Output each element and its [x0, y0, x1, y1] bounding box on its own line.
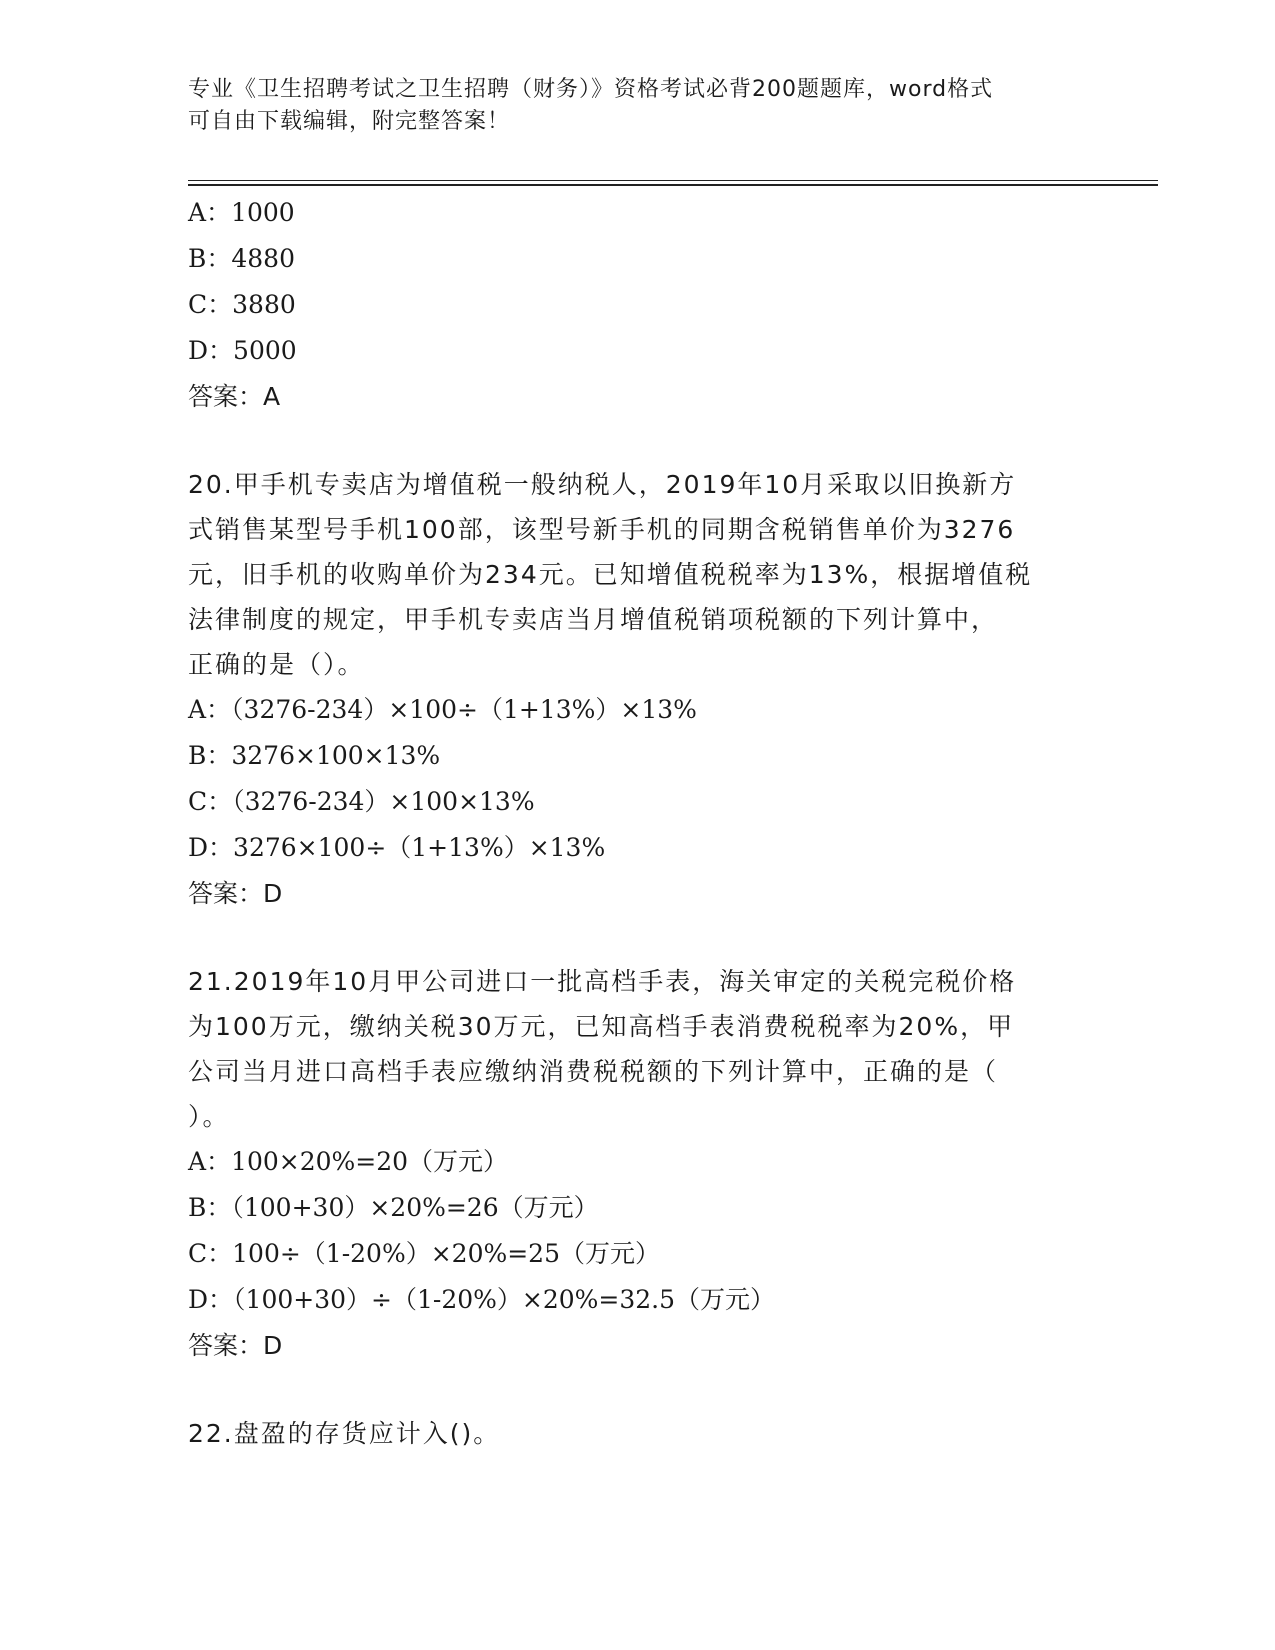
question-text-line: 21.2019年10月甲公司进口一批高档手表，海关审定的关税完税价格 — [188, 967, 1017, 996]
header-line-2: 可自由下载编辑，附完整答案！ — [188, 109, 511, 134]
question-21 — [188, 959, 1088, 1369]
question-text-line: 元，旧手机的收购单价为234元。已知增值税税率为13%，根据增值税 — [188, 560, 1033, 589]
option-b: B：3276×100×13% — [188, 741, 441, 770]
header-line-1: 专业《卫生招聘考试之卫生招聘（财务）》资格考试必背200题题库，word格式 — [188, 77, 994, 102]
option-a: A：1000 — [188, 198, 295, 227]
spacer — [188, 420, 1088, 462]
question-text-line: 正确的是（）。 — [188, 650, 365, 679]
option-c: C：100÷（1-20%）×20%=25（万元） — [188, 1239, 660, 1268]
header-divider-thick — [188, 184, 1158, 186]
spacer — [188, 1369, 1088, 1411]
question-text-line: ）。 — [188, 1102, 230, 1131]
option-b: B：4880 — [188, 244, 295, 273]
question-20 — [188, 462, 1088, 917]
question-22 — [188, 1411, 1088, 1456]
answer-line: 答案：D — [188, 1331, 283, 1360]
option-a: A：100×20%=20（万元） — [188, 1147, 509, 1176]
document-header — [188, 74, 1088, 138]
question-text-line: 法律制度的规定，甲手机专卖店当月增值税销项税额的下列计算中， — [188, 605, 999, 634]
question-text-line: 为100万元，缴纳关税30万元，已知高档手表消费税税率为20%，甲 — [188, 1012, 1015, 1041]
question-text-line: 公司当月进口高档手表应缴纳消费税税额的下列计算中，正确的是（ — [188, 1057, 999, 1086]
question-text-line: 22.盘盈的存货应计入()。 — [188, 1419, 501, 1448]
document-body — [188, 190, 1088, 1456]
option-d: D：5000 — [188, 336, 297, 365]
option-c: C：3880 — [188, 290, 296, 319]
option-a: A：（3276-234）×100÷（1+13%）×13% — [188, 695, 697, 724]
option-d: D：（100+30）÷（1-20%）×20%=32.5（万元） — [188, 1285, 776, 1314]
option-c: C：（3276-234）×100×13% — [188, 787, 535, 816]
header-divider-thin — [188, 180, 1158, 181]
option-d: D：3276×100÷（1+13%）×13% — [188, 833, 606, 862]
spacer — [188, 917, 1088, 959]
question-text-line: 20.甲手机专卖店为增值税一般纳税人，2019年10月采取以旧换新方 — [188, 470, 1017, 499]
answer-line: 答案：D — [188, 879, 283, 908]
answer-line: 答案：A — [188, 382, 281, 411]
question-19-tail — [188, 190, 1088, 420]
option-b: B：（100+30）×20%=26（万元） — [188, 1193, 599, 1222]
question-text-line: 式销售某型号手机100部，该型号新手机的同期含税销售单价为3276 — [188, 515, 1016, 544]
